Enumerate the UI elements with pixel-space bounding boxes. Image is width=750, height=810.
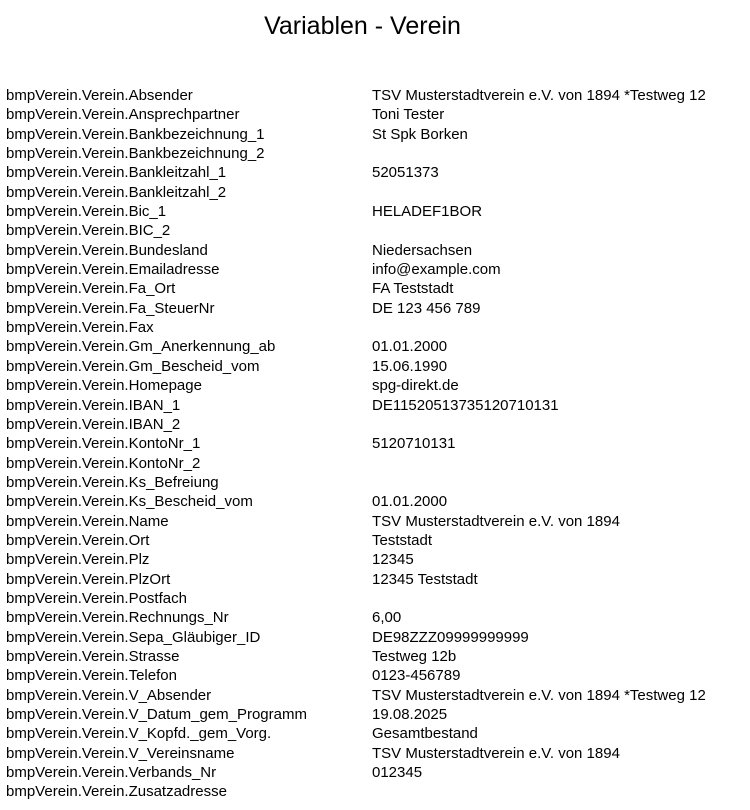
- variable-name: bmpVerein.Verein.IBAN_2: [6, 415, 181, 433]
- variable-name: bmpVerein.Verein.Ks_Bescheid_vom: [6, 493, 253, 511]
- variable-name: bmpVerein.Verein.Fa_Ort: [6, 280, 176, 298]
- variable-value: DE11520513735120710131: [372, 396, 559, 414]
- variable-name: bmpVerein.Verein.Telefon: [6, 667, 177, 685]
- variable-row: [0, 686, 720, 705]
- variable-name: bmpVerein.Verein.Bankleitzahl_2: [6, 183, 227, 201]
- variable-name: bmpVerein.Verein.Bundesland: [6, 241, 208, 259]
- variable-name: bmpVerein.Verein.Bankleitzahl_1: [6, 164, 227, 182]
- variable-row: [0, 570, 720, 589]
- variable-row: [0, 299, 720, 318]
- variable-name: bmpVerein.Verein.IBAN_1: [6, 396, 181, 414]
- variable-row: [0, 454, 720, 473]
- variable-name: bmpVerein.Verein.Gm_Anerkennung_ab: [6, 338, 276, 356]
- variable-name: bmpVerein.Verein.Bic_1: [6, 203, 167, 221]
- variable-row: [0, 415, 720, 434]
- variable-value: Gesamtbestand: [372, 725, 478, 743]
- variable-name: bmpVerein.Verein.V_Vereinsname: [6, 744, 235, 762]
- variable-name: bmpVerein.Verein.Zusatzadresse: [6, 783, 227, 801]
- variable-value: 012345: [372, 764, 423, 782]
- variable-value: 12345 Teststadt: [372, 570, 478, 588]
- variable-name: bmpVerein.Verein.Postfach: [6, 589, 187, 607]
- variable-row: [0, 260, 720, 279]
- variable-row: [0, 531, 720, 550]
- variable-row: [0, 608, 720, 627]
- variable-name: bmpVerein.Verein.Name: [6, 512, 169, 530]
- variable-name: bmpVerein.Verein.Plz: [6, 551, 150, 569]
- variable-name: bmpVerein.Verein.Verbands_Nr: [6, 764, 217, 782]
- variable-name: bmpVerein.Verein.Ort: [6, 531, 150, 549]
- variable-name: bmpVerein.Verein.V_Kopfd._gem_Vorg.: [6, 725, 272, 743]
- variable-row: [0, 337, 720, 356]
- variable-row: [0, 125, 720, 144]
- variable-name: bmpVerein.Verein.V_Datum_gem_Programm: [6, 706, 307, 723]
- variable-name: bmpVerein.Verein.Absender: [6, 87, 193, 104]
- variable-value: 01.01.2000: [372, 338, 448, 356]
- variable-row: [0, 105, 720, 124]
- variable-name: bmpVerein.Verein.Gm_Bescheid_vom: [6, 357, 260, 375]
- variable-value: 01.01.2000: [372, 493, 448, 511]
- variable-row: [0, 705, 720, 724]
- variable-row: [0, 724, 720, 743]
- variable-name: bmpVerein.Verein.Emailadresse: [6, 261, 220, 279]
- variable-value: Niedersachsen: [372, 241, 473, 259]
- variable-name: bmpVerein.Verein.Fa_SteuerNr: [6, 299, 215, 317]
- variable-row: [0, 666, 720, 685]
- variable-name: bmpVerein.Verein.Bankbezeichnung_2: [6, 145, 265, 163]
- page-title: Variablen - Verein: [264, 12, 461, 40]
- variable-name: bmpVerein.Verein.Sepa_Gläubiger_ID: [6, 628, 261, 646]
- variable-row: [0, 589, 720, 608]
- variable-value: Toni Tester: [372, 106, 445, 124]
- variable-value: DE98ZZZ09999999999: [372, 628, 529, 646]
- variable-row: [0, 628, 720, 647]
- variable-list: [0, 86, 720, 802]
- variable-value: HELADEF1BOR: [372, 203, 483, 221]
- variable-value: 15.06.1990: [372, 357, 448, 375]
- variable-row: [0, 241, 720, 260]
- variable-row: [0, 744, 720, 763]
- variable-row: [0, 396, 720, 415]
- variable-row: [0, 376, 720, 395]
- variable-row: [0, 279, 720, 298]
- variable-row: [0, 434, 720, 453]
- variable-row: [0, 492, 720, 511]
- variable-row: [0, 183, 720, 202]
- variable-value: 6,00: [372, 609, 402, 627]
- variable-name: bmpVerein.Verein.Homepage: [6, 377, 202, 395]
- variable-row: [0, 763, 720, 782]
- variable-row: [0, 144, 720, 163]
- variable-value: 19.08.2025: [372, 706, 448, 723]
- variable-name: bmpVerein.Verein.PlzOrt: [6, 570, 171, 588]
- variable-row: [0, 163, 720, 182]
- variable-value: Testweg 12b: [372, 647, 457, 665]
- variable-value: TSV Musterstadtverein e.V. von 1894: [372, 744, 620, 762]
- variable-value: DE 123 456 789: [372, 299, 481, 317]
- variable-name: bmpVerein.Verein.Fax: [6, 319, 154, 337]
- variable-name: bmpVerein.Verein.KontoNr_2: [6, 454, 201, 472]
- variable-value: TSV Musterstadtverein e.V. von 1894 *Testweg 12: [372, 686, 706, 704]
- variable-name: bmpVerein.Verein.Bankbezeichnung_1: [6, 125, 265, 143]
- variable-value: TSV Musterstadtverein e.V. von 1894 *Testweg 12: [372, 87, 706, 104]
- variable-row: [0, 221, 720, 240]
- variable-name: bmpVerein.Verein.Ks_Befreiung: [6, 473, 219, 491]
- variable-row: [0, 473, 720, 492]
- variable-value: St Spk Borken: [372, 125, 468, 143]
- variable-value: spg-direkt.de: [372, 377, 459, 395]
- variable-name: bmpVerein.Verein.BIC_2: [6, 222, 171, 240]
- variable-name: bmpVerein.Verein.V_Absender: [6, 686, 212, 704]
- variable-name: bmpVerein.Verein.Rechnungs_Nr: [6, 609, 229, 627]
- variable-value: TSV Musterstadtverein e.V. von 1894: [372, 512, 620, 530]
- variable-value: 12345: [372, 551, 414, 569]
- variable-value: 0123-456789: [372, 667, 461, 685]
- variable-row: [0, 202, 720, 221]
- variable-row: [0, 86, 720, 105]
- variable-row: [0, 550, 720, 569]
- variable-name: bmpVerein.Verein.Strasse: [6, 647, 180, 665]
- variable-value: 5120710131: [372, 435, 456, 453]
- variable-value: Teststadt: [372, 531, 433, 549]
- variable-value: info@example.com: [372, 261, 501, 279]
- variable-row: [0, 512, 720, 531]
- variable-row: [0, 357, 720, 376]
- variable-value: 52051373: [372, 164, 439, 182]
- variable-row: [0, 318, 720, 337]
- variable-value: FA Teststadt: [372, 280, 454, 298]
- variable-name: bmpVerein.Verein.Ansprechpartner: [6, 106, 240, 124]
- variable-row: [0, 647, 720, 666]
- variable-row: [0, 782, 720, 801]
- variable-name: bmpVerein.Verein.KontoNr_1: [6, 435, 201, 453]
